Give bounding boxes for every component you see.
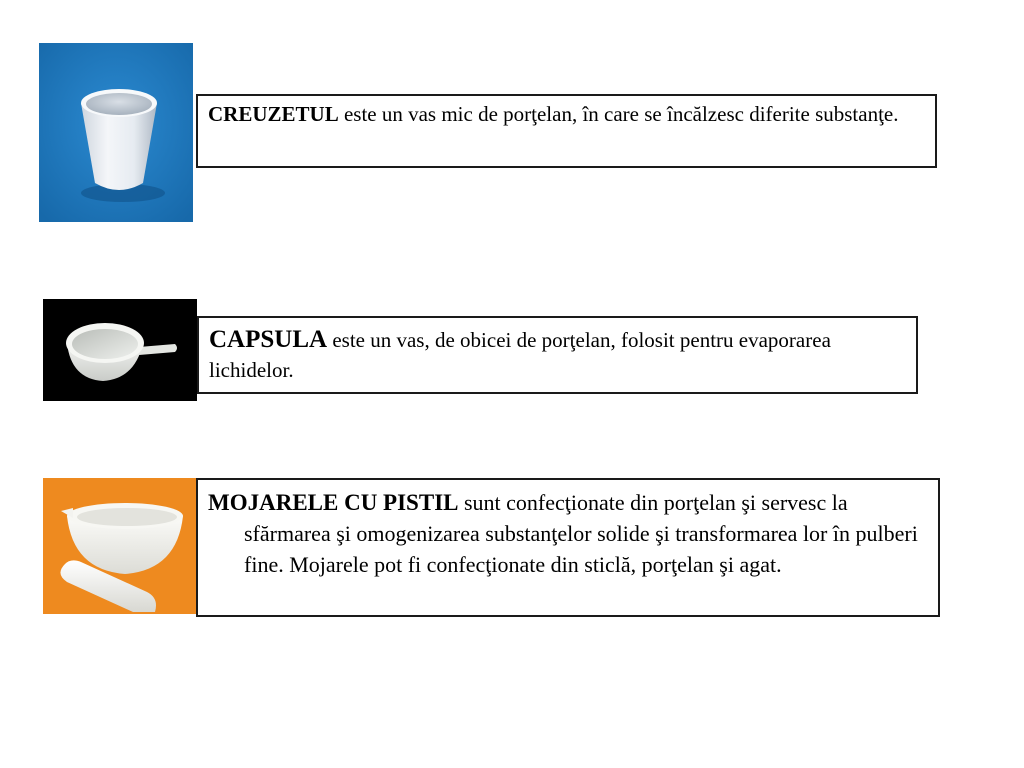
evaporating-dish-icon xyxy=(43,299,197,401)
crucible-description-box xyxy=(196,94,937,168)
mortar-and-pestle-photo xyxy=(43,478,197,614)
mortar-and-pestle-icon xyxy=(43,478,197,614)
evaporating-dish-description-box xyxy=(197,316,918,394)
mortar-and-pestle-description: sunt confecţionate din porţelan şi servesc la sfărmarea şi omogenizarea substanţelor solide şi transformarea lor în pulberi fine. Mojarele pot fi confecţionate din sticlă, porţelan şi agat. xyxy=(244,490,918,577)
crucible-term: CREUZETUL xyxy=(208,102,339,126)
crucible-photo xyxy=(39,43,193,222)
evaporating-dish-term: CAPSULA xyxy=(209,326,328,353)
mortar-and-pestle-term: MOJARELE CU PISTIL xyxy=(208,490,459,515)
mortar-and-pestle-description-box xyxy=(196,478,940,617)
evaporating-dish-photo xyxy=(43,299,197,401)
crucible-description: este un vas mic de porţelan, în care se încălzesc diferite substanţe. xyxy=(338,102,899,126)
evaporating-dish-description: este un vas, de obicei de porţelan, folosit pentru evaporarea lichidelor. xyxy=(209,328,831,382)
crucible-icon xyxy=(39,43,193,222)
